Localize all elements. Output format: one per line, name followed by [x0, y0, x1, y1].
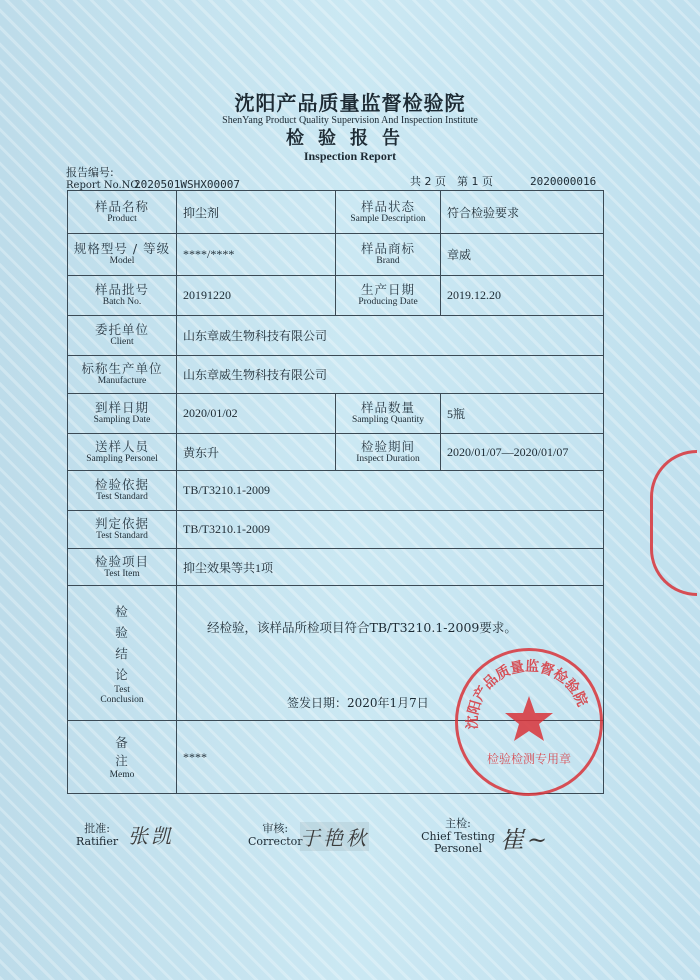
page-count: 共 2 页 第 1 页	[410, 175, 493, 188]
label-item: 检验项目 Test Item	[68, 549, 177, 586]
label-duration: 检验期间 Inspect Duration	[336, 434, 441, 471]
value-item: 抑尘效果等共1项	[177, 549, 604, 586]
institute-title-en: ShenYang Product Quality Supervision And Inspection Institute	[222, 115, 478, 126]
label-description: 样品状态 Sample Description	[336, 191, 441, 234]
svg-text:沈阳产品质量监督检验院: 沈阳产品质量监督检验院	[464, 658, 591, 730]
svg-text:检验检测专用章: 检验检测专用章	[486, 752, 572, 766]
report-code: 2020000016	[530, 175, 597, 188]
label-manufacture: 标称生产单位 Manufacture	[68, 356, 177, 394]
ratifier-signature: 张凯	[128, 824, 174, 848]
value-product: 抑尘剂	[177, 191, 336, 234]
conclusion-text: 经检验，该样品所检项目符合TB/T3210.1-2009要求。	[207, 620, 517, 635]
label-personel: 送样人员 Sampling Personel	[68, 434, 177, 471]
official-stamp	[455, 648, 603, 796]
stamp-graphic	[458, 651, 600, 793]
issue-date: 签发日期：2020年1月7日	[287, 696, 429, 710]
value-personel: 黄东升	[177, 434, 336, 471]
partial-seam-stamp	[650, 450, 697, 596]
value-batch: 20191220	[177, 276, 336, 316]
value-sampling-date: 2020/01/02	[177, 394, 336, 434]
value-brand: 章威	[441, 234, 604, 276]
ratifier-label: 批准: Ratifier	[76, 822, 119, 848]
value-description: 符合检验要求	[441, 191, 604, 234]
report-no-value: 2020501WSHX00007	[134, 178, 240, 191]
value-standard: TB/T3210.1-2009	[177, 471, 604, 511]
institute-title: 沈阳产品质量监督检验院	[234, 91, 466, 115]
report-title-en: Inspection Report	[303, 149, 397, 163]
label-conclusion: 检验结论 Test Conclusion	[68, 586, 177, 721]
label-model: 规格型号 / 等级 Model	[68, 234, 177, 276]
label-batch: 样品批号 Batch No.	[68, 276, 177, 316]
value-duration: 2020/01/07—2020/01/07	[441, 434, 604, 471]
label-product: 样品名称 Product	[68, 191, 177, 234]
chief-signature: 崔~	[500, 826, 551, 854]
corrector-label: 审核: Corrector	[248, 822, 303, 848]
report-no-label-en: Report No.NO.	[66, 180, 142, 191]
label-sampling-date: 到样日期 Sampling Date	[68, 394, 177, 434]
value-producing: 2019.12.20	[441, 276, 604, 316]
label-standard: 检验依据 Test Standard	[68, 471, 177, 511]
value-judge: TB/T3210.1-2009	[177, 511, 604, 549]
label-client: 委托单位 Client	[68, 316, 177, 356]
value-client: 山东章威生物科技有限公司	[177, 316, 604, 356]
corrector-signature: 于艳秋	[300, 822, 369, 851]
value-quantity: 5瓶	[441, 394, 604, 434]
value-manufacture: 山东章威生物科技有限公司	[177, 356, 604, 394]
report-no-label: 报告编号:	[66, 166, 114, 179]
chief-label: 主检: Chief Testing Personel	[421, 817, 495, 856]
value-memo: ****	[177, 721, 604, 794]
label-brand: 样品商标 Brand	[336, 234, 441, 276]
label-memo: 备注 Memo	[68, 721, 177, 794]
report-title: 检验报告	[286, 128, 414, 149]
label-producing: 生产日期 Producing Date	[336, 276, 441, 316]
label-judge: 判定依据 Test Standard	[68, 511, 177, 549]
label-quantity: 样品数量 Sampling Quantity	[336, 394, 441, 434]
value-model: ****/****	[177, 234, 336, 276]
